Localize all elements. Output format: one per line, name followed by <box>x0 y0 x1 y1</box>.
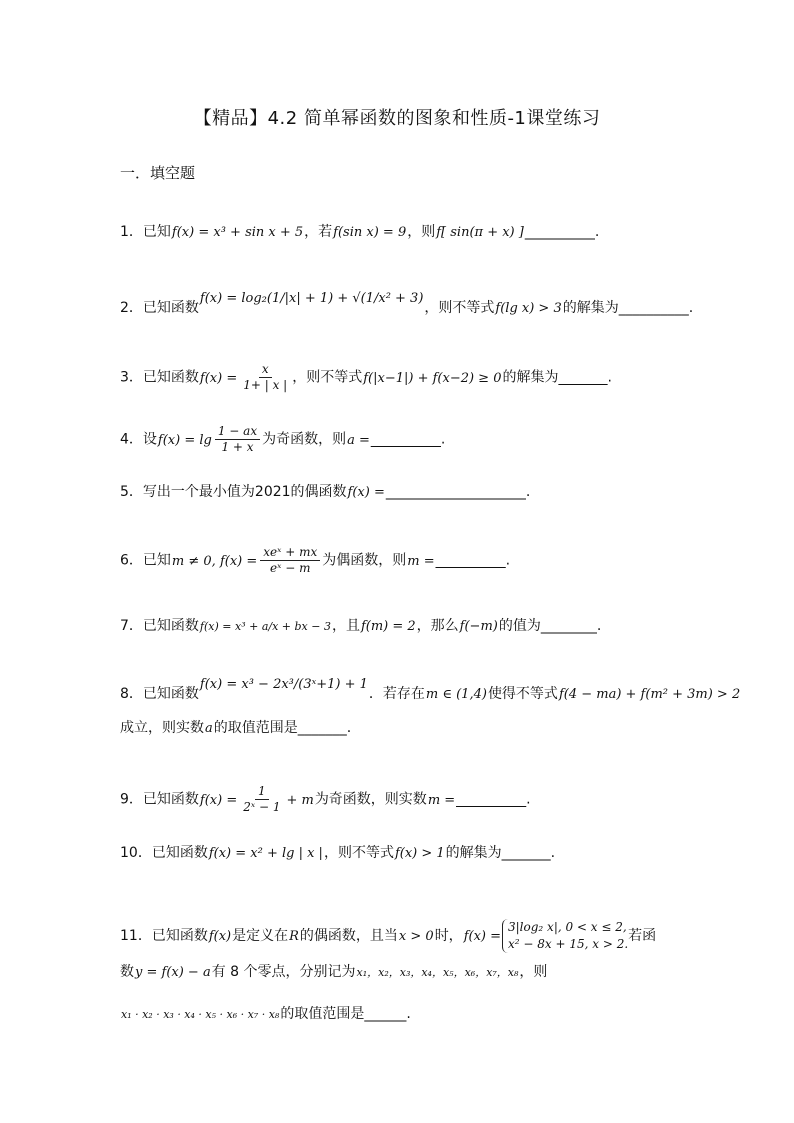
q7-condition: f(m) = 2 <box>360 619 416 634</box>
q7-answer-blank: 的值为________. <box>498 618 602 634</box>
q4-variable: a = <box>347 432 370 448</box>
q9-prefix: 9．已知函数 <box>120 791 199 808</box>
q6-prefix: 6．已知 <box>120 552 171 569</box>
page-title: 【精品】4.2 简单幂函数的图象和性质-1课堂练习 <box>193 108 601 129</box>
q4-formula-lhs: f(x) = lg <box>157 432 212 448</box>
q6-text-b: 为偶函数，则 <box>322 552 407 569</box>
q4-text-b: 为奇函数，则 <box>262 431 347 448</box>
q4-numerator: 1 − ax <box>215 424 260 440</box>
question-2 <box>120 291 694 319</box>
q3-fraction <box>240 362 290 393</box>
q7-formula: f(x) = x³ + a/x + bx − 3 <box>199 620 331 633</box>
q11-prefix: 11．已知函数 <box>120 928 208 944</box>
q1-condition: f(sin x) = 9 <box>333 225 407 240</box>
q9-answer-blank: __________. <box>456 791 531 808</box>
q9-formula-rhs: + m <box>286 792 314 808</box>
question-11-line-3 <box>120 1004 411 1025</box>
q10-answer-blank: 的解集为_______. <box>445 845 556 861</box>
q4-answer-blank: __________. <box>370 431 446 448</box>
q6-denominator: eˣ − m <box>270 561 311 575</box>
q11-zeros: x₁，x₂，x₃，x₄，x₅，x₆，x₇，x₈ <box>356 966 519 979</box>
q3-denominator: 1+ | x | <box>243 378 288 392</box>
q11-line2-text-c: ，则 <box>519 964 548 980</box>
q8-condition: m ∈ (1,4) <box>425 687 487 702</box>
q2-formula: f(x) = log₂(1/|x| + 1) + √(1/x² + 3) <box>199 291 424 306</box>
q11-answer-blank: 的取值范围是______. <box>280 1006 411 1022</box>
q4-fraction <box>215 424 260 455</box>
q3-prefix: 3．已知函数 <box>120 369 199 386</box>
q10-prefix: 10．已知函数 <box>120 845 208 861</box>
section-heading: 一．填空题 <box>120 164 196 182</box>
q5-prefix: 5．写出一个最小值为2021的偶函数 <box>120 484 347 500</box>
q3-formula-lhs: f(x) = <box>199 370 238 386</box>
q3-text-b: ，则不等式 <box>292 369 363 386</box>
q11-domain: R <box>289 929 299 944</box>
q7-text-d: ，那么 <box>416 618 459 634</box>
q3-answer-blank: 的解集为_______. <box>502 369 612 386</box>
q1-formula: f(x) = x³ + sin x + 5 <box>171 225 304 240</box>
q9-text-b: 为奇函数，则实数 <box>314 791 427 808</box>
q11-line2-text-a: 数 <box>120 964 134 980</box>
question-9 <box>120 784 531 815</box>
question-1 <box>120 222 599 243</box>
q11-piecewise-lhs: f(x) = <box>463 929 501 944</box>
q9-fraction <box>240 784 283 815</box>
q8-formula: f(x) = x³ − 2x³/(3ˣ+1) + 1 <box>199 677 368 692</box>
question-11-line-2 <box>120 962 547 983</box>
q11-function: f(x) <box>208 929 232 944</box>
q6-variable: m = <box>407 553 435 569</box>
q1-target: f[ sin(π + x) ] <box>436 225 524 240</box>
question-8 <box>120 677 741 705</box>
q11-piece-1: 3|log₂ x|, 0 < x ≤ 2, <box>508 920 627 934</box>
q8-line2-text: 成立，则实数 <box>120 720 204 736</box>
q1-prefix: 1．已知 <box>120 224 171 240</box>
q10-text-b: ，则不等式 <box>323 845 394 861</box>
q11-piece-2: x² − 8x + 15, x > 2. <box>508 937 629 951</box>
q11-piecewise <box>502 919 628 953</box>
q9-denominator: 2ˣ − 1 <box>243 800 281 814</box>
q8-answer-blank: 的取值范围是_______. <box>213 720 352 736</box>
q8-text-d: 使得不等式 <box>487 686 558 702</box>
q11-text-b: 是定义在 <box>232 928 289 944</box>
q4-denominator: 1 + x <box>221 440 254 454</box>
q9-numerator: 1 <box>255 784 269 800</box>
q8-inequality: f(4 − ma) + f(m² + 3m) > 2 <box>558 687 741 702</box>
q6-formula-lhs: m ≠ 0, f(x) = <box>171 553 258 569</box>
q8-variable: a <box>205 721 213 736</box>
question-3 <box>120 362 612 393</box>
q2-prefix: 2．已知函数 <box>120 300 199 316</box>
q7-prefix: 7．已知函数 <box>120 618 199 634</box>
q1-answer-blank: __________. <box>524 224 600 240</box>
q2-inequality: f(lg x) > 3 <box>495 301 562 316</box>
q11-line2-text-b: 有 8 个零点，分别记为 <box>211 964 356 980</box>
q1-text-d: ，则 <box>407 224 436 240</box>
question-11 <box>120 919 656 953</box>
q5-formula: f(x) = <box>347 485 385 500</box>
q7-target: f(−m) <box>459 619 498 634</box>
q11-condition: x > 0 <box>398 929 434 944</box>
q3-numerator: x <box>259 362 272 378</box>
q9-formula-lhs: f(x) = <box>199 792 238 808</box>
q8-prefix: 8．已知函数 <box>120 686 199 702</box>
q4-prefix: 4．设 <box>120 431 157 448</box>
q5-answer-blank: ____________________. <box>385 484 531 500</box>
q6-fraction <box>260 545 320 576</box>
question-4 <box>120 424 445 455</box>
question-8-line-2 <box>120 718 351 739</box>
q11-text-d: 时， <box>434 928 463 944</box>
q9-variable: m = <box>427 792 456 808</box>
q2-answer-blank: 的解集为__________. <box>562 300 694 316</box>
q6-numerator: xeˣ + mx <box>260 545 320 561</box>
q11-text-e: 若函 <box>628 928 657 944</box>
q6-answer-blank: __________. <box>435 552 511 569</box>
q11-text-c: 的偶函数，且当 <box>299 928 398 944</box>
q10-inequality: f(x) > 1 <box>394 846 445 861</box>
q11-line2-formula: y = f(x) − a <box>135 965 211 980</box>
q7-text-b: ，且 <box>331 618 360 634</box>
q3-inequality: f(|x−1|) + f(x−2) ≥ 0 <box>363 370 502 386</box>
q10-formula: f(x) = x² + lg | x | <box>208 846 323 861</box>
q2-text-b: ，则不等式 <box>424 300 495 316</box>
q11-product: x₁ · x₂ · x₃ · x₄ · x₅ · x₆ · x₇ · x₈ <box>121 1008 280 1021</box>
q8-text-b: ．若存在 <box>368 686 425 702</box>
question-5 <box>120 482 530 503</box>
q1-text-b: ，若 <box>304 224 333 240</box>
question-6 <box>120 545 510 576</box>
question-10 <box>120 843 555 864</box>
question-7 <box>120 616 601 637</box>
